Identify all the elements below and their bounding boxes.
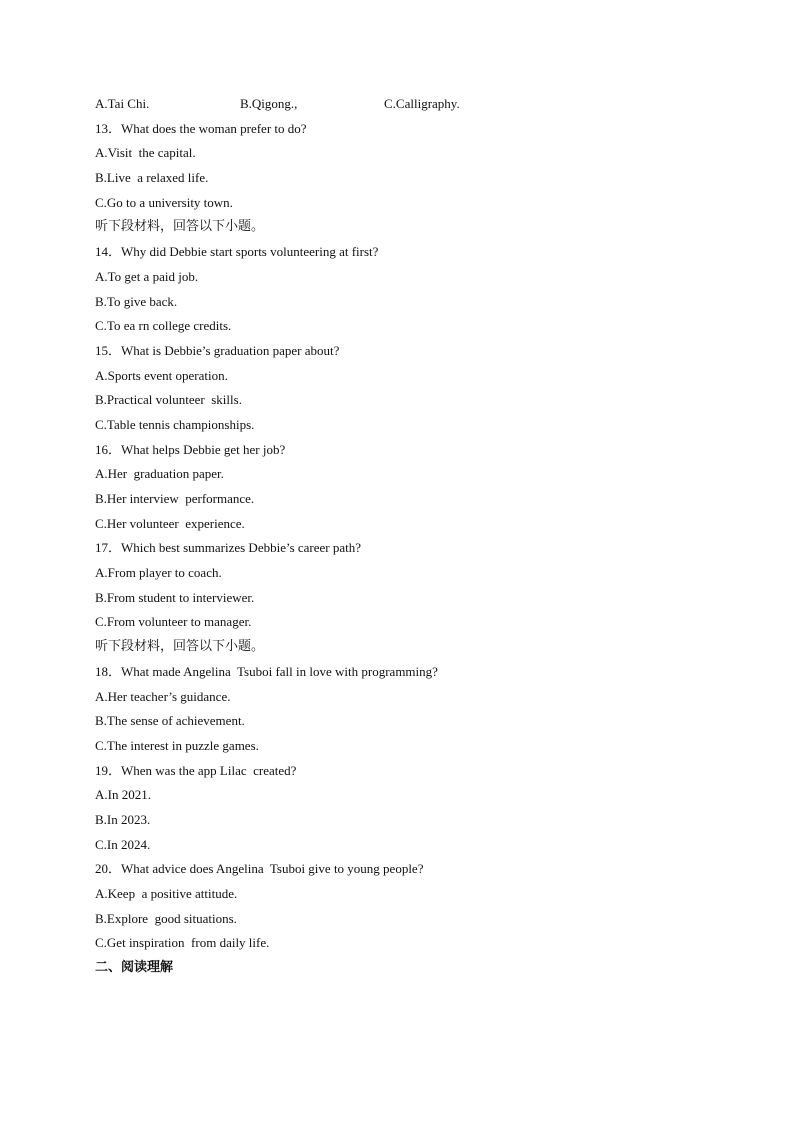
option: B.In 2023. (95, 811, 151, 827)
question-stem: 14．Why did Debbie start sports volunteering at first? (95, 244, 379, 260)
option-a: A.Tai Chi. (95, 96, 150, 111)
question-stem: 13．What does the woman prefer to do? (95, 120, 307, 136)
option: B.Her interview performance. (95, 491, 255, 506)
question-stem: 19．When was the app Lilac created? (95, 762, 297, 778)
option: A.Her teacher’s guidance. (95, 688, 231, 704)
option: B.From student to interviewer. (95, 589, 255, 605)
option-c: C.Calligraphy. (384, 96, 460, 111)
option: A.From player to coach. (95, 565, 222, 581)
option: B.Live a relaxed life. (95, 170, 209, 186)
option: A.Her graduation paper. (95, 466, 224, 482)
question-stem: 18．What made Angelina Tsuboi fall in love with programming? (95, 663, 438, 679)
option: C.To ea rn college credits. (95, 318, 232, 334)
option: B.Explore good situations. (95, 910, 237, 926)
option: A.In 2021. (95, 787, 151, 803)
option: C.In 2024. (95, 836, 151, 852)
listening-instruction: 听下段材料，回答以下小题。 (95, 639, 265, 655)
option: A.Visit the capital. (95, 145, 196, 161)
question-list (95, 95, 715, 984)
option: B.To give back. (95, 293, 178, 309)
question-stem: 17．Which best summarizes Debbie’s career path? (95, 540, 362, 556)
option: A.Sports event operation. (95, 367, 228, 383)
option: C.Table tennis championships. (95, 416, 255, 432)
option-b: B.Qigong., (240, 96, 298, 111)
option: B.The sense of achievement. (95, 713, 245, 729)
question-stem: 16．What helps Debbie get her job? (95, 441, 286, 457)
option: C.From volunteer to manager. (95, 614, 252, 630)
listening-instruction: 听下段材料，回答以下小题。 (95, 219, 265, 235)
option: A.To get a paid job. (95, 268, 199, 284)
q12-options (95, 95, 715, 120)
section-title: 二、阅读理解 (95, 960, 174, 976)
question-stem: 20．What advice does Angelina Tsuboi give to young people? (95, 861, 424, 877)
option: C.The interest in puzzle games. (95, 737, 259, 753)
question-stem: 15．What is Debbie’s graduation paper about? (95, 342, 340, 358)
option: C.Go to a university town. (95, 194, 233, 210)
option: B.Practical volunteer skills. (95, 392, 242, 408)
option: A.Keep a positive attitude. (95, 886, 238, 901)
option: C.Get inspiration from daily life. (95, 935, 270, 951)
option: C.Her volunteer experience. (95, 515, 245, 531)
